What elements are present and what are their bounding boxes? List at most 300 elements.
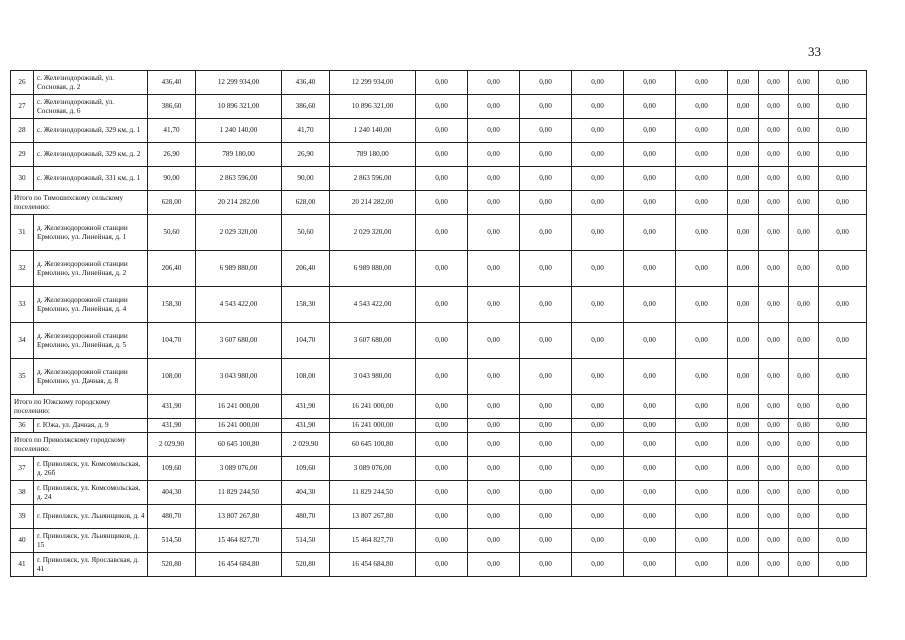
- value-cell: 0,00: [468, 419, 520, 433]
- value-cell: 0,00: [728, 419, 759, 433]
- table-row: [11, 287, 867, 323]
- value-cell: 41,70: [148, 119, 196, 143]
- value-cell: 0,00: [728, 359, 759, 395]
- value-cell: 0,00: [624, 95, 676, 119]
- value-cell: 2 029,90: [282, 433, 330, 457]
- address-cell: д. Железнодорожной станции Ермолино, ул. Линейная, д. 4: [34, 287, 148, 323]
- value-cell: 3 043 980,00: [330, 359, 416, 395]
- value-cell: 789 180,00: [330, 143, 416, 167]
- value-cell: 404,30: [282, 481, 330, 505]
- value-cell: 0,00: [728, 191, 759, 215]
- value-cell: 0,00: [416, 481, 468, 505]
- value-cell: 0,00: [572, 481, 624, 505]
- value-cell: 0,00: [819, 505, 867, 529]
- value-cell: 0,00: [624, 481, 676, 505]
- value-cell: 386,60: [148, 95, 196, 119]
- value-cell: 158,30: [148, 287, 196, 323]
- value-cell: 404,30: [148, 481, 196, 505]
- value-cell: 514,50: [282, 529, 330, 553]
- value-cell: 0,00: [468, 119, 520, 143]
- value-cell: 0,00: [728, 287, 759, 323]
- value-cell: 0,00: [728, 433, 759, 457]
- value-cell: 0,00: [468, 433, 520, 457]
- value-cell: 0,00: [468, 287, 520, 323]
- value-cell: 0,00: [468, 95, 520, 119]
- table-row: [11, 119, 867, 143]
- value-cell: 0,00: [676, 481, 728, 505]
- value-cell: 104,70: [282, 323, 330, 359]
- address-cell: г. Южа, ул. Дачная, д. 9: [34, 419, 148, 433]
- value-cell: 0,00: [468, 359, 520, 395]
- value-cell: 0,00: [728, 481, 759, 505]
- value-cell: 0,00: [819, 395, 867, 419]
- value-cell: 0,00: [789, 529, 819, 553]
- value-cell: 109,60: [282, 457, 330, 481]
- value-cell: 0,00: [819, 457, 867, 481]
- value-cell: 0,00: [819, 529, 867, 553]
- value-cell: 0,00: [789, 95, 819, 119]
- value-cell: 0,00: [572, 251, 624, 287]
- value-cell: 0,00: [520, 457, 572, 481]
- value-cell: 3 607 680,00: [330, 323, 416, 359]
- value-cell: 0,00: [759, 419, 789, 433]
- row-number: 29: [11, 143, 34, 167]
- value-cell: 109,60: [148, 457, 196, 481]
- address-cell: д. Железнодорожной станции Ермолино, ул. Линейная, д. 2: [34, 251, 148, 287]
- value-cell: 0,00: [676, 71, 728, 95]
- value-cell: 13 807 267,80: [330, 505, 416, 529]
- value-cell: 0,00: [416, 71, 468, 95]
- value-cell: 0,00: [728, 251, 759, 287]
- value-cell: 0,00: [468, 395, 520, 419]
- value-cell: 0,00: [676, 287, 728, 323]
- value-cell: 4 543 422,00: [330, 287, 416, 323]
- value-cell: 0,00: [759, 251, 789, 287]
- value-cell: 0,00: [819, 419, 867, 433]
- value-cell: 0,00: [520, 553, 572, 577]
- value-cell: 386,60: [282, 95, 330, 119]
- value-cell: 0,00: [819, 251, 867, 287]
- value-cell: 0,00: [416, 167, 468, 191]
- table-row: [11, 71, 867, 95]
- value-cell: 3 089 076,00: [196, 457, 282, 481]
- row-number: 27: [11, 95, 34, 119]
- value-cell: 0,00: [624, 167, 676, 191]
- value-cell: 0,00: [520, 481, 572, 505]
- value-cell: 0,00: [789, 143, 819, 167]
- value-cell: 520,80: [148, 553, 196, 577]
- capital-repair-register-table: [10, 70, 867, 577]
- value-cell: 0,00: [728, 215, 759, 251]
- value-cell: 0,00: [520, 191, 572, 215]
- value-cell: 0,00: [624, 419, 676, 433]
- value-cell: 2 029 320,00: [330, 215, 416, 251]
- value-cell: 0,00: [520, 505, 572, 529]
- subtotal-label: Итого по Южскому городскому поселению:: [11, 395, 148, 419]
- value-cell: 0,00: [759, 191, 789, 215]
- value-cell: 108,00: [148, 359, 196, 395]
- value-cell: 0,00: [468, 167, 520, 191]
- value-cell: 1 240 140,00: [330, 119, 416, 143]
- value-cell: 50,60: [148, 215, 196, 251]
- value-cell: 0,00: [759, 505, 789, 529]
- value-cell: 0,00: [728, 457, 759, 481]
- value-cell: 0,00: [520, 167, 572, 191]
- value-cell: 0,00: [624, 71, 676, 95]
- value-cell: 0,00: [728, 95, 759, 119]
- value-cell: 3 607 680,00: [196, 323, 282, 359]
- row-number: 38: [11, 481, 34, 505]
- value-cell: 90,00: [148, 167, 196, 191]
- value-cell: 26,90: [282, 143, 330, 167]
- row-number: 41: [11, 553, 34, 577]
- value-cell: 16 241 000,00: [196, 419, 282, 433]
- value-cell: 0,00: [789, 191, 819, 215]
- value-cell: 0,00: [789, 481, 819, 505]
- value-cell: 0,00: [520, 395, 572, 419]
- value-cell: 0,00: [624, 287, 676, 323]
- value-cell: 0,00: [520, 529, 572, 553]
- address-cell: с. Железнодорожный, ул. Сосновая, д. 2: [34, 71, 148, 95]
- table-row: [11, 143, 867, 167]
- value-cell: 431,90: [282, 395, 330, 419]
- value-cell: 0,00: [789, 395, 819, 419]
- value-cell: 0,00: [759, 395, 789, 419]
- address-cell: с. Железнодорожный, ул. Сосновая, д. 6: [34, 95, 148, 119]
- value-cell: 0,00: [416, 119, 468, 143]
- table-row: [11, 553, 867, 577]
- value-cell: 0,00: [468, 457, 520, 481]
- value-cell: 0,00: [728, 167, 759, 191]
- value-cell: 0,00: [789, 359, 819, 395]
- value-cell: 0,00: [728, 529, 759, 553]
- value-cell: 16 454 684,80: [330, 553, 416, 577]
- value-cell: 480,70: [282, 505, 330, 529]
- row-number: 26: [11, 71, 34, 95]
- value-cell: 0,00: [789, 457, 819, 481]
- value-cell: 0,00: [676, 143, 728, 167]
- value-cell: 0,00: [468, 323, 520, 359]
- value-cell: 0,00: [572, 395, 624, 419]
- value-cell: 436,40: [148, 71, 196, 95]
- table-row: [11, 457, 867, 481]
- value-cell: 0,00: [759, 119, 789, 143]
- value-cell: 0,00: [572, 95, 624, 119]
- value-cell: 16 241 000,00: [330, 419, 416, 433]
- value-cell: 10 896 321,00: [196, 95, 282, 119]
- value-cell: 0,00: [819, 119, 867, 143]
- value-cell: 0,00: [468, 191, 520, 215]
- table-row: [11, 505, 867, 529]
- value-cell: 0,00: [759, 143, 789, 167]
- subtotal-row: [11, 433, 867, 457]
- address-cell: д. Железнодорожной станции Ермолино, ул. Линейная, д. 1: [34, 215, 148, 251]
- value-cell: 0,00: [676, 167, 728, 191]
- value-cell: 3 043 980,00: [196, 359, 282, 395]
- value-cell: 0,00: [468, 71, 520, 95]
- value-cell: 26,90: [148, 143, 196, 167]
- value-cell: 0,00: [728, 395, 759, 419]
- value-cell: 0,00: [416, 395, 468, 419]
- value-cell: 0,00: [676, 191, 728, 215]
- value-cell: 0,00: [676, 395, 728, 419]
- value-cell: 0,00: [789, 119, 819, 143]
- address-cell: с. Железнодорожный, 329 км, д. 2: [34, 143, 148, 167]
- value-cell: 0,00: [572, 215, 624, 251]
- value-cell: 0,00: [759, 167, 789, 191]
- address-cell: д. Железнодорожной станции Ермолино, ул. Линейная, д. 5: [34, 323, 148, 359]
- row-number: 32: [11, 251, 34, 287]
- value-cell: 0,00: [416, 433, 468, 457]
- value-cell: 628,00: [148, 191, 196, 215]
- value-cell: 13 807 267,80: [196, 505, 282, 529]
- value-cell: 0,00: [676, 433, 728, 457]
- row-number: 40: [11, 529, 34, 553]
- value-cell: 0,00: [819, 95, 867, 119]
- value-cell: 0,00: [572, 323, 624, 359]
- value-cell: 1 240 140,00: [196, 119, 282, 143]
- row-number: 36: [11, 419, 34, 433]
- value-cell: 0,00: [789, 167, 819, 191]
- value-cell: 0,00: [728, 119, 759, 143]
- value-cell: 0,00: [819, 167, 867, 191]
- value-cell: 15 464 827,70: [330, 529, 416, 553]
- value-cell: 16 454 684,80: [196, 553, 282, 577]
- table-row: [11, 323, 867, 359]
- value-cell: 0,00: [759, 323, 789, 359]
- value-cell: 0,00: [572, 553, 624, 577]
- value-cell: 50,60: [282, 215, 330, 251]
- value-cell: 0,00: [789, 251, 819, 287]
- value-cell: 0,00: [468, 481, 520, 505]
- value-cell: 0,00: [676, 251, 728, 287]
- value-cell: 0,00: [416, 287, 468, 323]
- value-cell: 0,00: [759, 529, 789, 553]
- value-cell: 0,00: [819, 323, 867, 359]
- table-row: [11, 481, 867, 505]
- value-cell: 0,00: [759, 71, 789, 95]
- value-cell: 0,00: [624, 433, 676, 457]
- value-cell: 0,00: [789, 323, 819, 359]
- table-row: [11, 251, 867, 287]
- value-cell: 60 645 100,80: [196, 433, 282, 457]
- value-cell: 431,90: [148, 395, 196, 419]
- value-cell: 0,00: [728, 553, 759, 577]
- value-cell: 0,00: [819, 191, 867, 215]
- value-cell: 0,00: [789, 71, 819, 95]
- value-cell: 0,00: [624, 529, 676, 553]
- value-cell: 90,00: [282, 167, 330, 191]
- value-cell: 0,00: [789, 215, 819, 251]
- row-number: 31: [11, 215, 34, 251]
- value-cell: 431,90: [148, 419, 196, 433]
- value-cell: 60 645 100,80: [330, 433, 416, 457]
- value-cell: 108,00: [282, 359, 330, 395]
- value-cell: 520,80: [282, 553, 330, 577]
- address-cell: г. Приволжск, ул. Льнянщиков, д. 15: [34, 529, 148, 553]
- value-cell: 0,00: [624, 359, 676, 395]
- value-cell: 0,00: [572, 119, 624, 143]
- value-cell: 0,00: [416, 143, 468, 167]
- value-cell: 0,00: [624, 191, 676, 215]
- row-number: 28: [11, 119, 34, 143]
- value-cell: 0,00: [728, 71, 759, 95]
- value-cell: 0,00: [819, 215, 867, 251]
- value-cell: 0,00: [624, 457, 676, 481]
- value-cell: 0,00: [468, 143, 520, 167]
- value-cell: 0,00: [520, 433, 572, 457]
- value-cell: 514,50: [148, 529, 196, 553]
- value-cell: 0,00: [819, 433, 867, 457]
- value-cell: 0,00: [819, 359, 867, 395]
- value-cell: 628,00: [282, 191, 330, 215]
- value-cell: 0,00: [572, 505, 624, 529]
- subtotal-row: [11, 395, 867, 419]
- row-number: 35: [11, 359, 34, 395]
- value-cell: 0,00: [572, 143, 624, 167]
- value-cell: 20 214 282,00: [330, 191, 416, 215]
- value-cell: 0,00: [468, 553, 520, 577]
- value-cell: 0,00: [676, 359, 728, 395]
- value-cell: 6 989 880,00: [330, 251, 416, 287]
- table-row: [11, 359, 867, 395]
- address-cell: д. Железнодорожной станции Ермолино, ул. Дачная, д. 8: [34, 359, 148, 395]
- value-cell: 0,00: [676, 529, 728, 553]
- row-number: 39: [11, 505, 34, 529]
- value-cell: 0,00: [572, 71, 624, 95]
- value-cell: 158,30: [282, 287, 330, 323]
- value-cell: 0,00: [759, 433, 789, 457]
- value-cell: 0,00: [520, 251, 572, 287]
- value-cell: 0,00: [676, 457, 728, 481]
- value-cell: 0,00: [416, 553, 468, 577]
- page-number: 33: [808, 44, 821, 59]
- value-cell: 0,00: [789, 505, 819, 529]
- subtotal-row: [11, 191, 867, 215]
- value-cell: 0,00: [676, 215, 728, 251]
- value-cell: 0,00: [819, 143, 867, 167]
- value-cell: 0,00: [572, 191, 624, 215]
- value-cell: 0,00: [572, 419, 624, 433]
- value-cell: 0,00: [572, 433, 624, 457]
- address-cell: г. Приволжск, ул. Ярославская, д. 41: [34, 553, 148, 577]
- value-cell: 16 241 000,00: [330, 395, 416, 419]
- value-cell: 16 241 000,00: [196, 395, 282, 419]
- value-cell: 2 863 596,00: [196, 167, 282, 191]
- value-cell: 0,00: [572, 529, 624, 553]
- value-cell: 0,00: [520, 71, 572, 95]
- value-cell: 0,00: [676, 553, 728, 577]
- value-cell: 4 543 422,00: [196, 287, 282, 323]
- row-number: 37: [11, 457, 34, 481]
- value-cell: 2 029,90: [148, 433, 196, 457]
- table-row: [11, 95, 867, 119]
- table-row: [11, 167, 867, 191]
- value-cell: 0,00: [759, 287, 789, 323]
- value-cell: 0,00: [624, 251, 676, 287]
- value-cell: 0,00: [789, 433, 819, 457]
- value-cell: 10 896 321,00: [330, 95, 416, 119]
- value-cell: 0,00: [520, 119, 572, 143]
- value-cell: 0,00: [676, 95, 728, 119]
- value-cell: 0,00: [759, 553, 789, 577]
- value-cell: 0,00: [624, 395, 676, 419]
- value-cell: 0,00: [468, 505, 520, 529]
- value-cell: 0,00: [572, 167, 624, 191]
- value-cell: 0,00: [624, 215, 676, 251]
- value-cell: 0,00: [572, 359, 624, 395]
- value-cell: 0,00: [789, 287, 819, 323]
- value-cell: 0,00: [624, 553, 676, 577]
- value-cell: 0,00: [416, 505, 468, 529]
- value-cell: 0,00: [416, 457, 468, 481]
- value-cell: 0,00: [728, 143, 759, 167]
- value-cell: 789 180,00: [196, 143, 282, 167]
- value-cell: 0,00: [624, 143, 676, 167]
- value-cell: 11 829 244,50: [330, 481, 416, 505]
- value-cell: 0,00: [416, 191, 468, 215]
- value-cell: 0,00: [572, 457, 624, 481]
- value-cell: 0,00: [789, 553, 819, 577]
- table-row: [11, 215, 867, 251]
- address-cell: г. Приволжск, ул. Комсомольская, д. 26б: [34, 457, 148, 481]
- value-cell: 0,00: [572, 287, 624, 323]
- value-cell: 0,00: [759, 457, 789, 481]
- value-cell: 0,00: [819, 553, 867, 577]
- value-cell: 0,00: [819, 71, 867, 95]
- value-cell: 0,00: [624, 505, 676, 529]
- value-cell: 0,00: [416, 95, 468, 119]
- value-cell: 0,00: [468, 215, 520, 251]
- subtotal-label: Итого по Приволжскому городскому поселению:: [11, 433, 148, 457]
- value-cell: 0,00: [624, 323, 676, 359]
- value-cell: 15 464 827,70: [196, 529, 282, 553]
- value-cell: 0,00: [759, 481, 789, 505]
- value-cell: 0,00: [416, 529, 468, 553]
- value-cell: 206,40: [148, 251, 196, 287]
- value-cell: 431,90: [282, 419, 330, 433]
- value-cell: 0,00: [520, 359, 572, 395]
- value-cell: 0,00: [520, 143, 572, 167]
- value-cell: 0,00: [520, 287, 572, 323]
- value-cell: 0,00: [789, 419, 819, 433]
- value-cell: 0,00: [624, 119, 676, 143]
- value-cell: 0,00: [520, 323, 572, 359]
- value-cell: 104,70: [148, 323, 196, 359]
- table-body: [11, 71, 867, 577]
- value-cell: 0,00: [676, 323, 728, 359]
- value-cell: 20 214 282,00: [196, 191, 282, 215]
- address-cell: г. Приволжск, ул. Комсомольская, д. 24: [34, 481, 148, 505]
- value-cell: 11 829 244,50: [196, 481, 282, 505]
- value-cell: 12 299 934,00: [196, 71, 282, 95]
- table-row: [11, 529, 867, 553]
- value-cell: 6 989 880,00: [196, 251, 282, 287]
- value-cell: 12 299 934,00: [330, 71, 416, 95]
- value-cell: 0,00: [416, 215, 468, 251]
- value-cell: 0,00: [416, 323, 468, 359]
- value-cell: 0,00: [520, 95, 572, 119]
- value-cell: 436,40: [282, 71, 330, 95]
- address-cell: с. Железнодорожный, 329 км, д. 1: [34, 119, 148, 143]
- value-cell: 0,00: [676, 119, 728, 143]
- value-cell: 0,00: [520, 215, 572, 251]
- row-number: 34: [11, 323, 34, 359]
- value-cell: 480,70: [148, 505, 196, 529]
- value-cell: 0,00: [676, 505, 728, 529]
- value-cell: 41,70: [282, 119, 330, 143]
- address-cell: с. Железнодорожный, 331 км, д. 1: [34, 167, 148, 191]
